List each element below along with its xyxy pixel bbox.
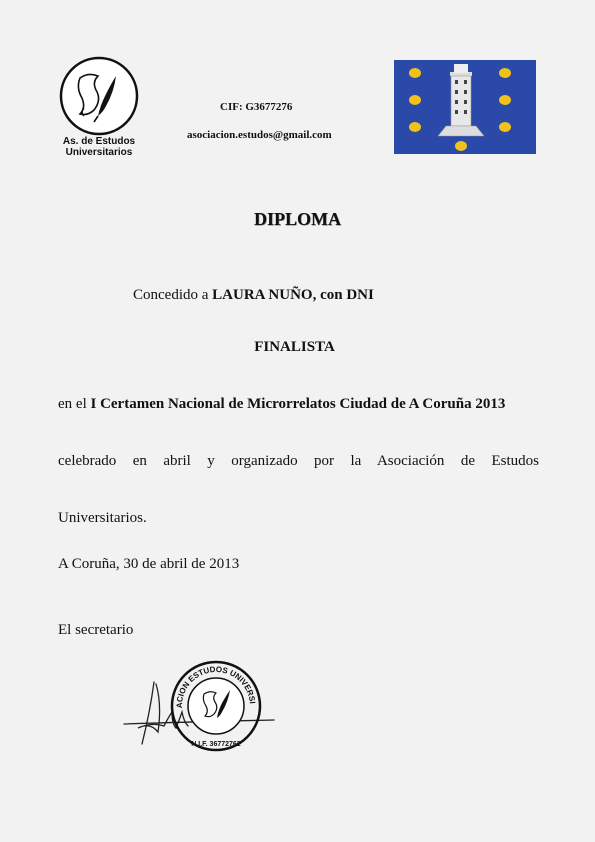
stamp-ring-text: ACION ESTUDOS UNIVERSI (174, 664, 257, 709)
cif-text: CIF: G3677276 (220, 101, 293, 113)
contest-name: I Certamen Nacional de Microrrelatos Ciudad de A Coruña 2013 (90, 396, 506, 412)
association-stamp-icon (114, 654, 260, 750)
coruna-flag (394, 60, 536, 154)
finalist-label: FINALISTA (254, 339, 335, 355)
email-text: asociacion.estudos@gmail.com (187, 129, 332, 141)
secretary-label: El secretario (58, 622, 134, 638)
logo-text-line2: Universitarios (65, 147, 133, 158)
diploma-title: DIPLOMA (254, 209, 341, 229)
celebrated-line-2: Universitarios. (58, 510, 147, 526)
signature-and-stamp (114, 654, 284, 754)
association-logo (58, 56, 140, 156)
contest-line (58, 396, 505, 413)
stamp-nif: N.I.F. 36772762 (191, 741, 241, 748)
place-date: A Coruña, 30 de abril de 2013 (58, 556, 240, 572)
granted-prefix: Concedido a (133, 287, 213, 303)
logo-text-line1: As. de Estudos (62, 136, 136, 147)
coruna-flag-icon (394, 60, 536, 154)
granted-line (133, 287, 374, 304)
contest-prefix: en el (58, 396, 91, 412)
recipient-name: LAURA NUÑO, con DNI (212, 287, 374, 303)
celebrated-line-1: celebrado en abril y organizado por la Asociación de Estudos (58, 453, 539, 469)
scroll-quill-icon (58, 56, 140, 138)
